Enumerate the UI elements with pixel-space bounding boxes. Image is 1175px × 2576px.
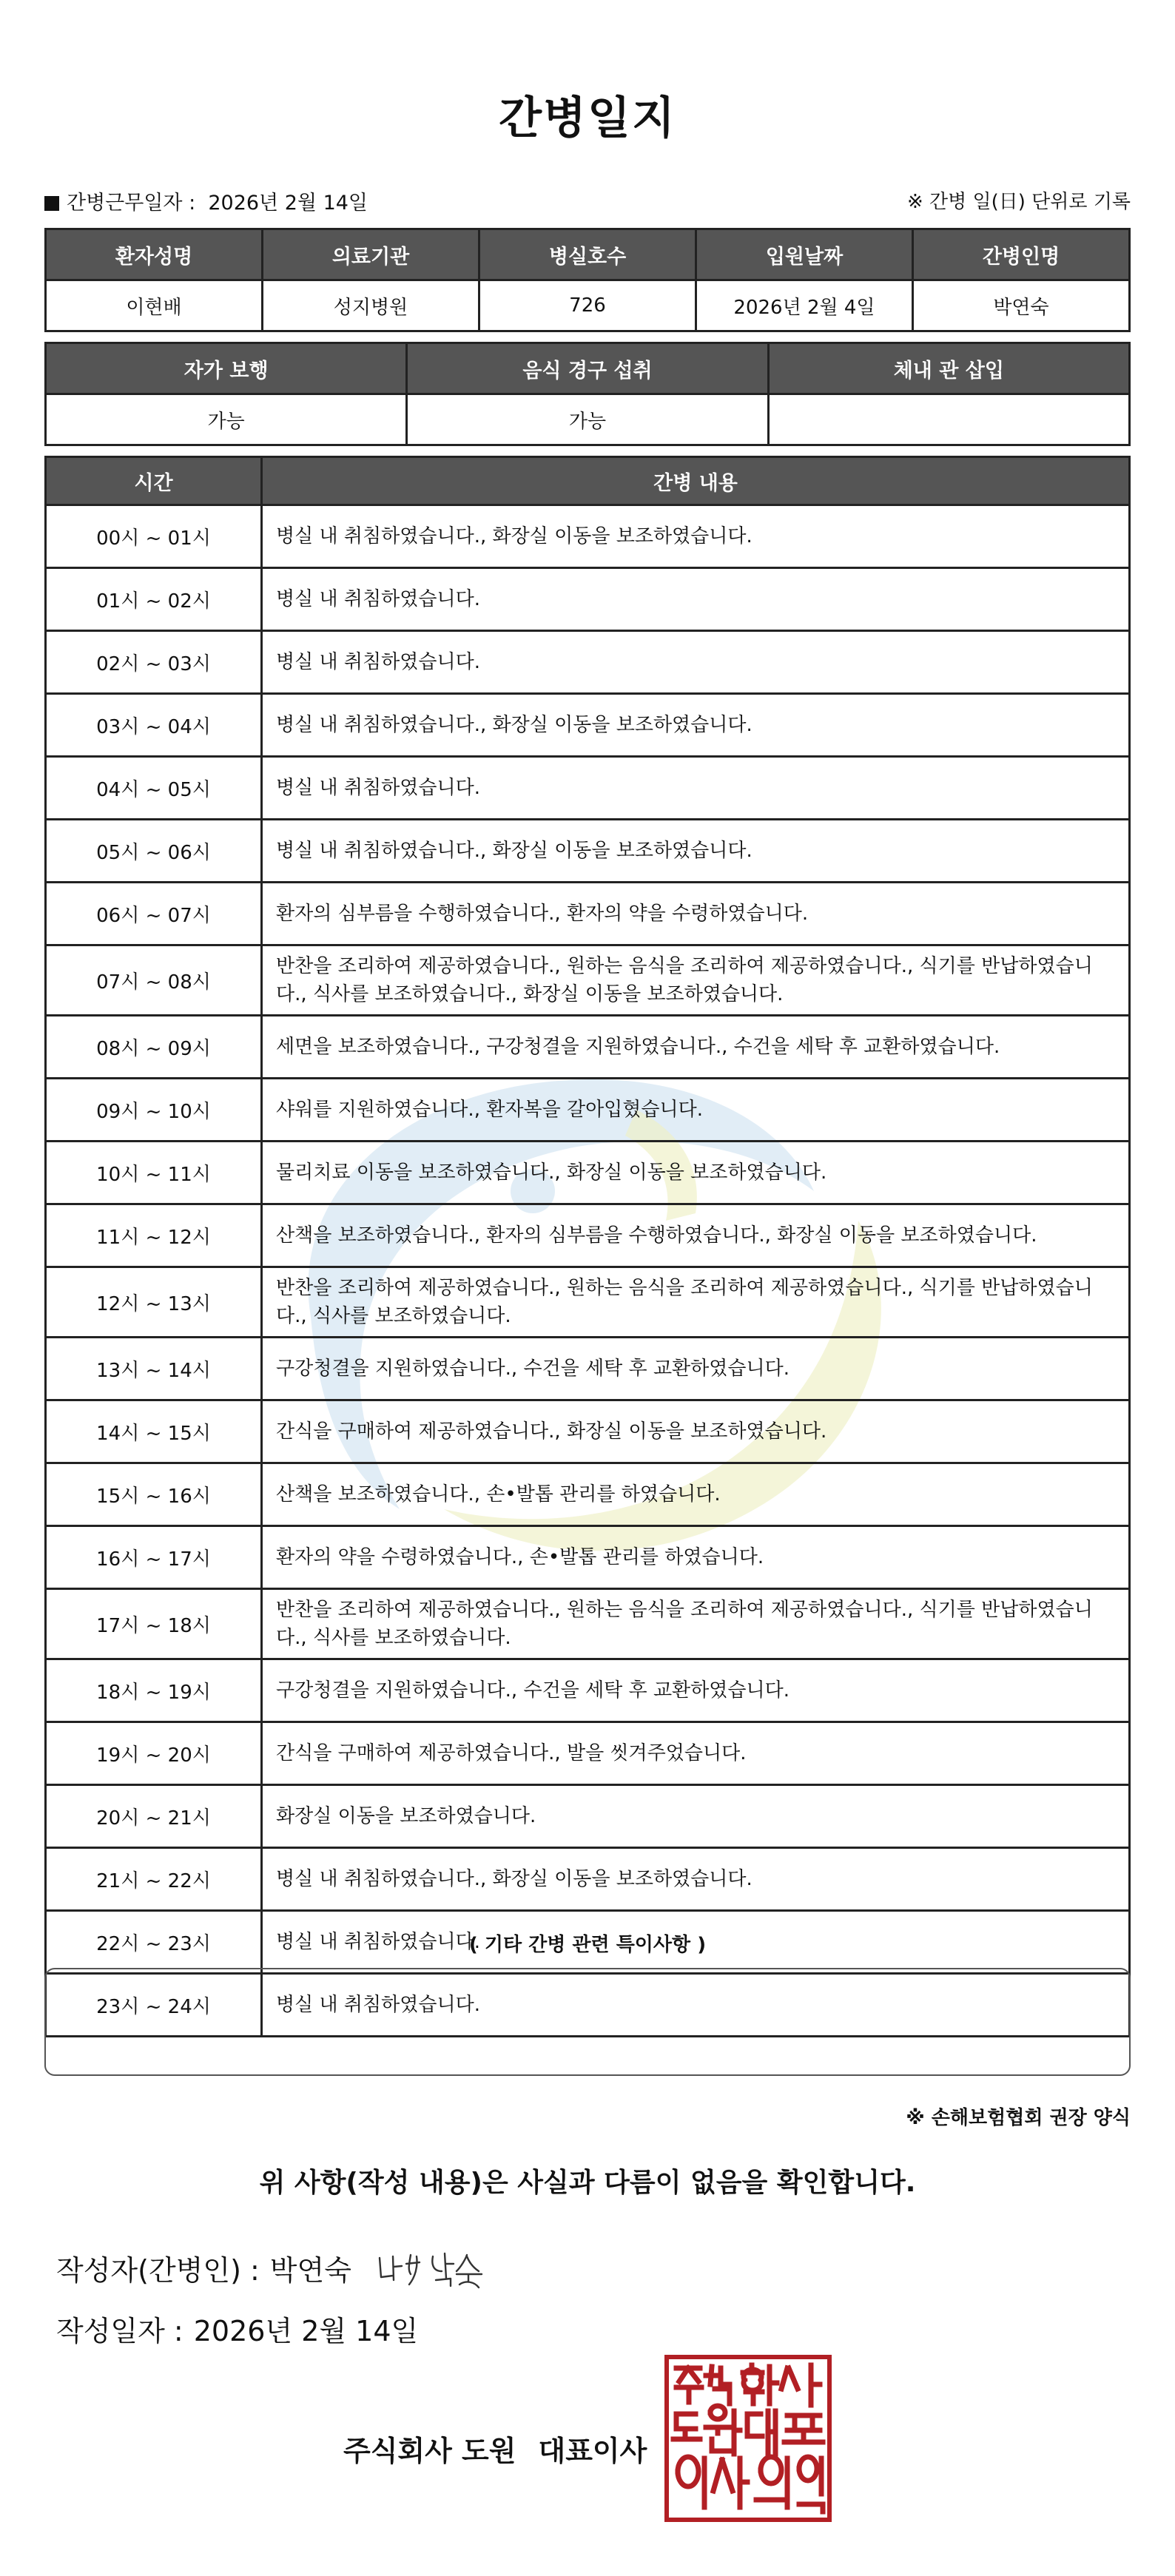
care-log-row bbox=[46, 1400, 1130, 1463]
care-log-row bbox=[46, 568, 1130, 631]
care-log-row bbox=[46, 945, 1130, 1016]
work-date-label: 간병근무일자 : bbox=[67, 192, 196, 215]
care-log-time: 08시 ~ 09시 bbox=[46, 1016, 262, 1079]
care-log-row bbox=[46, 1463, 1130, 1526]
patient-info-value-row bbox=[46, 280, 1130, 331]
handwritten-signature bbox=[374, 2242, 507, 2293]
care-log-time: 22시 ~ 23시 bbox=[46, 1911, 262, 1974]
care-log-time: 06시 ~ 07시 bbox=[46, 883, 262, 945]
walking-value: 가능 bbox=[46, 394, 407, 445]
care-log-content: 간식을 구매하여 제공하였습니다., 발을 씻겨주었습니다. bbox=[262, 1722, 1130, 1785]
care-log-time: 14시 ~ 15시 bbox=[46, 1400, 262, 1463]
work-date-value: 2026년 2월 14일 bbox=[208, 192, 368, 215]
special-notes-title: ( 기타 간병 관련 특이사항 ) bbox=[468, 1934, 707, 1956]
care-log-time: 21시 ~ 22시 bbox=[46, 1848, 262, 1911]
room-value: 726 bbox=[479, 280, 696, 331]
care-log-row bbox=[46, 1722, 1130, 1785]
care-log-time: 04시 ~ 05시 bbox=[46, 757, 262, 820]
care-log-body bbox=[46, 505, 1130, 2037]
care-log-time: 18시 ~ 19시 bbox=[46, 1659, 262, 1722]
care-log-time: 02시 ~ 03시 bbox=[46, 631, 262, 694]
care-log-content: 병실 내 취침하였습니다. bbox=[262, 757, 1130, 820]
care-log-row bbox=[46, 757, 1130, 820]
care-log-time: 17시 ~ 18시 bbox=[46, 1589, 262, 1659]
care-log-time: 05시 ~ 06시 bbox=[46, 820, 262, 883]
care-log-row bbox=[46, 1338, 1130, 1400]
admission-date-header: 입원날짜 bbox=[696, 229, 913, 280]
care-log-header-row bbox=[46, 457, 1130, 505]
care-log-content: 반찬을 조리하여 제공하였습니다., 원하는 음식을 조리하여 제공하였습니다., 식기를 반납하였습니다., 식사를 보조하였습니다., 화장실 이동을 보조하였습니다. bbox=[262, 945, 1130, 1016]
care-log-time: 13시 ~ 14시 bbox=[46, 1338, 262, 1400]
written-date-row bbox=[56, 2308, 418, 2349]
patient-status-table bbox=[44, 342, 1131, 446]
care-log-content: 구강청결을 지원하였습니다., 수건을 세탁 후 교환하였습니다. bbox=[262, 1659, 1130, 1722]
care-log-row bbox=[46, 1785, 1130, 1848]
care-log-content: 병실 내 취침하였습니다., 화장실 이동을 보조하였습니다. bbox=[262, 694, 1130, 757]
patient-name-header: 환자성명 bbox=[46, 229, 263, 280]
care-log-content: 반찬을 조리하여 제공하였습니다., 원하는 음식을 조리하여 제공하였습니다., 식기를 반납하였습니다., 식사를 보조하였습니다. bbox=[262, 1589, 1130, 1659]
care-log-time: 00시 ~ 01시 bbox=[46, 505, 262, 568]
care-log-content: 간식을 구매하여 제공하였습니다., 화장실 이동을 보조하였습니다. bbox=[262, 1400, 1130, 1463]
care-log-time: 15시 ~ 16시 bbox=[46, 1463, 262, 1526]
care-log-content: 병실 내 취침하였습니다., 화장실 이동을 보조하였습니다. bbox=[262, 1848, 1130, 1911]
care-log-content: 물리치료 이동을 보조하였습니다., 화장실 이동을 보조하였습니다. bbox=[262, 1142, 1130, 1204]
walking-header: 자가 보행 bbox=[46, 343, 407, 394]
patient-status-header-row bbox=[46, 343, 1130, 394]
oral-intake-value: 가능 bbox=[407, 394, 768, 445]
room-header: 병실호수 bbox=[479, 229, 696, 280]
oral-intake-header: 음식 경구 섭취 bbox=[407, 343, 768, 394]
care-log-time: 09시 ~ 10시 bbox=[46, 1079, 262, 1142]
care-log-time: 19시 ~ 20시 bbox=[46, 1722, 262, 1785]
care-log-content: 산책을 보조하였습니다., 환자의 심부름을 수행하였습니다., 화장실 이동을 보조하였습니다. bbox=[262, 1204, 1130, 1267]
seal-glyphs bbox=[669, 2359, 827, 2518]
hospital-header: 의료기관 bbox=[263, 229, 479, 280]
care-log-row bbox=[46, 1267, 1130, 1338]
care-log-row bbox=[46, 1589, 1130, 1659]
admission-date-value: 2026년 2월 4일 bbox=[696, 280, 913, 331]
caregiver-name-value: 박연숙 bbox=[913, 280, 1130, 331]
care-log-time: 12시 ~ 13시 bbox=[46, 1267, 262, 1338]
company-seal-stamp bbox=[664, 2355, 832, 2522]
care-log-content: 병실 내 취침하였습니다. bbox=[262, 631, 1130, 694]
care-log-content: 반찬을 조리하여 제공하였습니다., 원하는 음식을 조리하여 제공하였습니다., 식기를 반납하였습니다., 식사를 보조하였습니다. bbox=[262, 1267, 1130, 1338]
company-row bbox=[343, 2428, 647, 2469]
care-log-row bbox=[46, 631, 1130, 694]
care-log-time: 16시 ~ 17시 bbox=[46, 1526, 262, 1589]
care-log-content: 산책을 보조하였습니다., 손•발톱 관리를 하였습니다. bbox=[262, 1463, 1130, 1526]
writer-row bbox=[56, 2248, 351, 2288]
care-log-content: 병실 내 취침하였습니다. bbox=[262, 568, 1130, 631]
care-log-time: 11시 ~ 12시 bbox=[46, 1204, 262, 1267]
tube-insertion-value bbox=[768, 394, 1129, 445]
care-log-time: 10시 ~ 11시 bbox=[46, 1142, 262, 1204]
care-log-row bbox=[46, 1142, 1130, 1204]
tube-insertion-header: 체내 관 삽입 bbox=[768, 343, 1129, 394]
care-log-time: 03시 ~ 04시 bbox=[46, 694, 262, 757]
written-date-label: 작성일자 : bbox=[56, 2315, 184, 2347]
care-log-content: 구강청결을 지원하였습니다., 수건을 세탁 후 교환하였습니다. bbox=[262, 1338, 1130, 1400]
writer-label: 작성자(간병인) : bbox=[56, 2254, 260, 2287]
caregiver-name-header: 간병인명 bbox=[913, 229, 1130, 280]
care-log-content: 환자의 약을 수령하였습니다., 손•발톱 관리를 하였습니다. bbox=[262, 1526, 1130, 1589]
care-log-row bbox=[46, 505, 1130, 568]
company-name: 주식회사 도원 bbox=[343, 2435, 516, 2467]
patient-status-value-row bbox=[46, 394, 1130, 445]
square-bullet-icon bbox=[44, 196, 59, 211]
care-log-time: 23시 ~ 24시 bbox=[46, 1974, 262, 2037]
care-log-time: 20시 ~ 21시 bbox=[46, 1785, 262, 1848]
care-log-content: 병실 내 취침하였습니다., 화장실 이동을 보조하였습니다. bbox=[262, 505, 1130, 568]
care-log-content: 샤워를 지원하였습니다., 환자복을 갈아입혔습니다. bbox=[262, 1079, 1130, 1142]
writer-name: 박연숙 bbox=[269, 2254, 351, 2287]
care-log-content: 병실 내 취침하였습니다. bbox=[262, 1974, 1130, 2037]
ceo-title: 대표이사 bbox=[538, 2435, 647, 2467]
patient-info-header-row bbox=[46, 229, 1130, 280]
written-date-value: 2026년 2월 14일 bbox=[193, 2315, 419, 2347]
unit-note: ※ 간병 일(日) 단위로 기록 bbox=[906, 191, 1131, 213]
care-log-row bbox=[46, 1848, 1130, 1911]
care-log-row bbox=[46, 1526, 1130, 1589]
hospital-value: 성지병원 bbox=[263, 280, 479, 331]
patient-info-table bbox=[44, 228, 1131, 332]
care-log-row bbox=[46, 1204, 1130, 1267]
care-log-row bbox=[46, 1659, 1130, 1722]
care-log-row bbox=[46, 694, 1130, 757]
care-log-content: 병실 내 취침하였습니다., 화장실 이동을 보조하였습니다. bbox=[262, 820, 1130, 883]
care-log-table bbox=[44, 456, 1131, 2037]
care-log-content: 세면을 보조하였습니다., 구강청결을 지원하였습니다., 수건을 세탁 후 교환하였습니다. bbox=[262, 1016, 1130, 1079]
care-log-content: 화장실 이동을 보조하였습니다. bbox=[262, 1785, 1130, 1848]
recommended-form-note: ※ 손해보험협회 권장 양식 bbox=[906, 2107, 1131, 2129]
care-log-time: 07시 ~ 08시 bbox=[46, 945, 262, 1016]
care-log-row bbox=[46, 1016, 1130, 1079]
care-log-row bbox=[46, 883, 1130, 945]
time-header: 시간 bbox=[46, 457, 262, 505]
confirmation-statement: 위 사항(작성 내용)은 사실과 다름이 없음을 확인합니다. bbox=[259, 2168, 916, 2198]
special-notes-box bbox=[44, 1968, 1131, 2076]
content-header: 간병 내용 bbox=[262, 457, 1130, 505]
care-log-content: 환자의 심부름을 수행하였습니다., 환자의 약을 수령하였습니다. bbox=[262, 883, 1130, 945]
care-log-time: 01시 ~ 02시 bbox=[46, 568, 262, 631]
care-log-row bbox=[46, 1079, 1130, 1142]
care-log-content: 병실 내 취침하였습니다. bbox=[262, 1911, 1130, 1974]
work-date-row bbox=[44, 186, 368, 215]
document-title: 간병일지 bbox=[499, 92, 676, 144]
care-log-row bbox=[46, 820, 1130, 883]
patient-name-value: 이현배 bbox=[46, 280, 263, 331]
